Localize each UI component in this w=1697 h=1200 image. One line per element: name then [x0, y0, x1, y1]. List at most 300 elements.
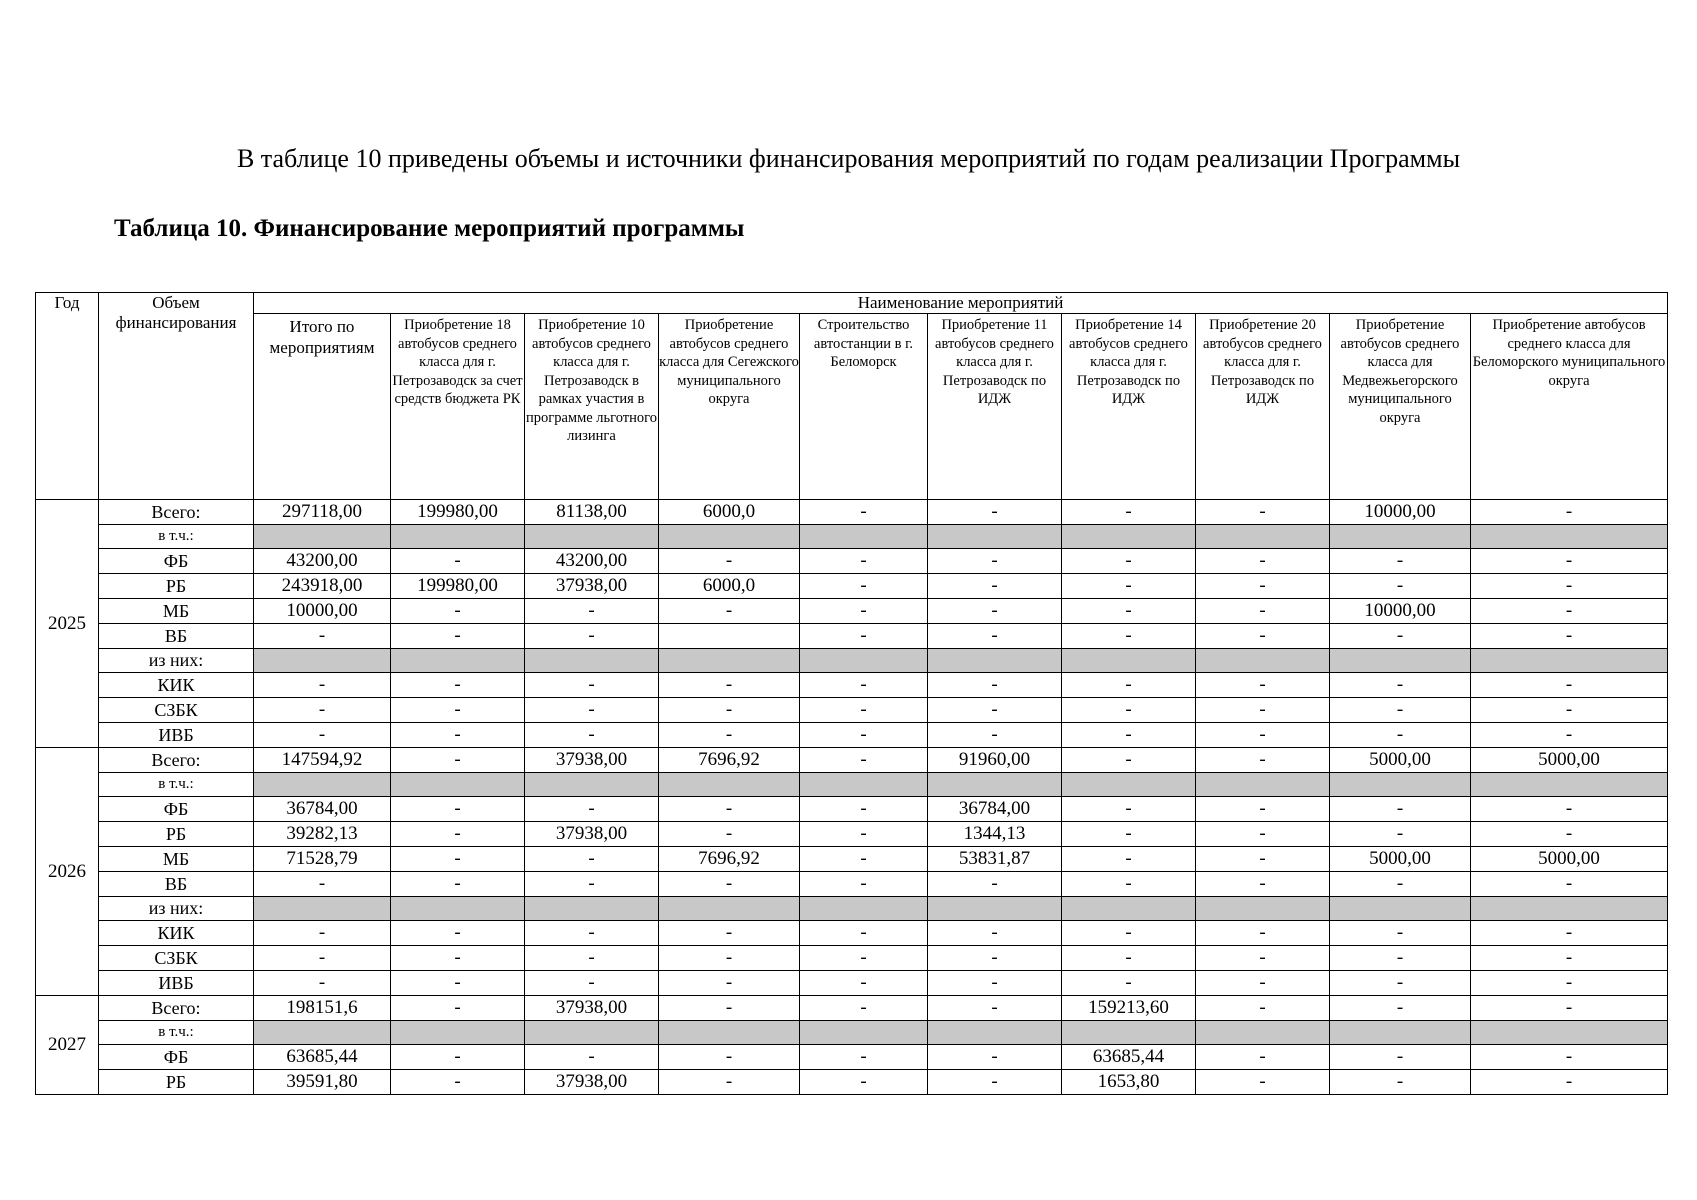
- row-label: Всего:: [99, 748, 254, 773]
- value-cell: -: [391, 549, 525, 574]
- value-cell: -: [1330, 1045, 1471, 1070]
- value-cell: -: [800, 822, 928, 847]
- shaded-cell: [391, 897, 525, 921]
- value-cell: -: [659, 698, 800, 723]
- value-cell: -: [1196, 971, 1330, 996]
- table-row: [36, 748, 1668, 773]
- value-cell: 39591,80: [254, 1070, 391, 1095]
- shaded-cell: [1330, 525, 1471, 549]
- value-cell: -: [659, 1045, 800, 1070]
- shaded-cell: [1196, 897, 1330, 921]
- intro-text: В таблице 10 приведены объемы и источники финансирования мероприятий по годам реализации Программы: [236, 144, 1461, 173]
- value-cell: -: [1471, 698, 1668, 723]
- table-row: [36, 574, 1668, 599]
- value-cell: -: [1196, 797, 1330, 822]
- value-cell: 6000,0: [659, 500, 800, 525]
- shaded-cell: [1330, 773, 1471, 797]
- row-label: из них:: [99, 897, 254, 921]
- value-cell: -: [928, 971, 1062, 996]
- value-cell: -: [800, 1045, 928, 1070]
- value-cell: -: [391, 872, 525, 897]
- value-cell: -: [525, 624, 659, 649]
- row-label: СЗБК: [99, 698, 254, 723]
- row-label: РБ: [99, 822, 254, 847]
- shaded-cell: [1062, 525, 1196, 549]
- value-cell: -: [1330, 723, 1471, 748]
- value-cell: -: [1471, 500, 1668, 525]
- shaded-cell: [525, 897, 659, 921]
- row-label: в т.ч.:: [99, 1021, 254, 1045]
- value-cell: -: [659, 549, 800, 574]
- value-cell: -: [1196, 847, 1330, 872]
- value-cell: -: [525, 872, 659, 897]
- row-label: СЗБК: [99, 946, 254, 971]
- value-cell: -: [1196, 996, 1330, 1021]
- value-cell: -: [391, 723, 525, 748]
- shaded-cell: [254, 1021, 391, 1045]
- table-row: [36, 822, 1668, 847]
- value-cell: -: [928, 996, 1062, 1021]
- value-cell: -: [525, 797, 659, 822]
- value-cell: -: [800, 549, 928, 574]
- header-col7: Приобретение 20 автобусов среднего класса для г. Петрозаводск по ИДЖ: [1196, 314, 1330, 500]
- value-cell: 7696,92: [659, 847, 800, 872]
- table-row: [36, 525, 1668, 549]
- value-cell: -: [525, 698, 659, 723]
- value-cell: -: [1196, 599, 1330, 624]
- row-label: КИК: [99, 921, 254, 946]
- value-cell: -: [1471, 723, 1668, 748]
- row-label: ВБ: [99, 624, 254, 649]
- row-label: ФБ: [99, 549, 254, 574]
- value-cell: -: [928, 1045, 1062, 1070]
- value-cell: -: [391, 946, 525, 971]
- table-row: [36, 649, 1668, 673]
- value-cell: 147594,92: [254, 748, 391, 773]
- value-cell: -: [659, 872, 800, 897]
- value-cell: -: [1196, 946, 1330, 971]
- row-label: ФБ: [99, 1045, 254, 1070]
- row-label: ИВБ: [99, 723, 254, 748]
- value-cell: 1344,13: [928, 822, 1062, 847]
- value-cell: 10000,00: [1330, 500, 1471, 525]
- table-row: [36, 599, 1668, 624]
- value-cell: -: [1196, 822, 1330, 847]
- value-cell: -: [1471, 1070, 1668, 1095]
- value-cell: -: [659, 1070, 800, 1095]
- value-cell: -: [800, 946, 928, 971]
- shaded-cell: [1471, 1021, 1668, 1045]
- header-col6: Приобретение 14 автобусов среднего класса для г. Петрозаводск по ИДЖ: [1062, 314, 1196, 500]
- value-cell: -: [1062, 872, 1196, 897]
- value-cell: -: [1471, 624, 1668, 649]
- table-row: [36, 996, 1668, 1021]
- year-cell: 2025: [36, 500, 99, 748]
- value-cell: [659, 624, 800, 649]
- value-cell: -: [659, 723, 800, 748]
- shaded-cell: [1062, 897, 1196, 921]
- row-label: ФБ: [99, 797, 254, 822]
- table-row: [36, 624, 1668, 649]
- header-year: Год: [36, 293, 99, 500]
- value-cell: -: [391, 599, 525, 624]
- shaded-cell: [659, 773, 800, 797]
- table-row: [36, 549, 1668, 574]
- value-cell: -: [1471, 599, 1668, 624]
- value-cell: 7696,92: [659, 748, 800, 773]
- shaded-cell: [928, 897, 1062, 921]
- value-cell: 36784,00: [254, 797, 391, 822]
- table-row: [36, 698, 1668, 723]
- value-cell: -: [391, 673, 525, 698]
- shaded-cell: [391, 649, 525, 673]
- row-label: в т.ч.:: [99, 773, 254, 797]
- table-row: [36, 773, 1668, 797]
- value-cell: -: [928, 599, 1062, 624]
- value-cell: -: [928, 723, 1062, 748]
- table-row: [36, 921, 1668, 946]
- value-cell: -: [254, 698, 391, 723]
- row-label: КИК: [99, 673, 254, 698]
- value-cell: -: [1196, 673, 1330, 698]
- shaded-cell: [800, 649, 928, 673]
- value-cell: -: [1062, 971, 1196, 996]
- value-cell: -: [800, 1070, 928, 1095]
- shaded-cell: [254, 773, 391, 797]
- table-row: [36, 1021, 1668, 1045]
- value-cell: 71528,79: [254, 847, 391, 872]
- value-cell: 81138,00: [525, 500, 659, 525]
- value-cell: -: [800, 673, 928, 698]
- value-cell: -: [1471, 996, 1668, 1021]
- value-cell: 159213,60: [1062, 996, 1196, 1021]
- shaded-cell: [254, 649, 391, 673]
- value-cell: -: [391, 698, 525, 723]
- shaded-cell: [254, 525, 391, 549]
- value-cell: -: [1062, 624, 1196, 649]
- value-cell: -: [1062, 797, 1196, 822]
- value-cell: -: [391, 847, 525, 872]
- value-cell: -: [928, 921, 1062, 946]
- value-cell: -: [1330, 946, 1471, 971]
- value-cell: -: [928, 946, 1062, 971]
- value-cell: -: [659, 921, 800, 946]
- table-row: [36, 1045, 1668, 1070]
- value-cell: -: [800, 847, 928, 872]
- value-cell: -: [1330, 1070, 1471, 1095]
- value-cell: 1653,80: [1062, 1070, 1196, 1095]
- shaded-cell: [1330, 897, 1471, 921]
- value-cell: -: [800, 599, 928, 624]
- value-cell: 5000,00: [1330, 748, 1471, 773]
- shaded-cell: [1196, 649, 1330, 673]
- value-cell: -: [1196, 872, 1330, 897]
- value-cell: -: [254, 946, 391, 971]
- value-cell: -: [1330, 822, 1471, 847]
- shaded-cell: [1062, 649, 1196, 673]
- shaded-cell: [800, 773, 928, 797]
- table-row: [36, 723, 1668, 748]
- value-cell: -: [391, 1045, 525, 1070]
- value-cell: -: [1471, 971, 1668, 996]
- shaded-cell: [525, 773, 659, 797]
- value-cell: 198151,6: [254, 996, 391, 1021]
- financing-table: [35, 292, 1668, 1095]
- value-cell: -: [800, 971, 928, 996]
- table-body: [36, 500, 1668, 1095]
- value-cell: -: [928, 673, 1062, 698]
- value-cell: -: [1471, 797, 1668, 822]
- shaded-cell: [659, 525, 800, 549]
- table-row: [36, 946, 1668, 971]
- value-cell: -: [1330, 921, 1471, 946]
- value-cell: 5000,00: [1330, 847, 1471, 872]
- header-volume: Объем финансирования: [99, 293, 254, 500]
- header-col9: Приобретение автобусов среднего класса для Беломорского муниципального округа: [1471, 314, 1668, 500]
- value-cell: -: [1062, 673, 1196, 698]
- value-cell: 37938,00: [525, 996, 659, 1021]
- value-cell: -: [1471, 673, 1668, 698]
- shaded-cell: [1062, 773, 1196, 797]
- value-cell: -: [1062, 847, 1196, 872]
- value-cell: 43200,00: [254, 549, 391, 574]
- shaded-cell: [659, 649, 800, 673]
- row-label: из них:: [99, 649, 254, 673]
- value-cell: -: [1062, 549, 1196, 574]
- value-cell: -: [1330, 872, 1471, 897]
- value-cell: -: [1330, 971, 1471, 996]
- value-cell: -: [1471, 574, 1668, 599]
- shaded-cell: [1471, 649, 1668, 673]
- value-cell: -: [659, 971, 800, 996]
- header-total: Итого по мероприятиям: [254, 314, 391, 500]
- shaded-cell: [254, 897, 391, 921]
- value-cell: -: [391, 624, 525, 649]
- value-cell: -: [391, 748, 525, 773]
- value-cell: -: [1330, 797, 1471, 822]
- value-cell: 10000,00: [1330, 599, 1471, 624]
- value-cell: 37938,00: [525, 822, 659, 847]
- value-cell: -: [1062, 500, 1196, 525]
- value-cell: -: [525, 921, 659, 946]
- value-cell: -: [1062, 723, 1196, 748]
- row-label: в т.ч.:: [99, 525, 254, 549]
- value-cell: -: [1196, 698, 1330, 723]
- value-cell: -: [254, 971, 391, 996]
- value-cell: -: [254, 673, 391, 698]
- value-cell: -: [1471, 1045, 1668, 1070]
- value-cell: 36784,00: [928, 797, 1062, 822]
- value-cell: 37938,00: [525, 574, 659, 599]
- value-cell: -: [1330, 549, 1471, 574]
- value-cell: -: [659, 996, 800, 1021]
- value-cell: -: [525, 971, 659, 996]
- table-row: [36, 673, 1668, 698]
- value-cell: -: [800, 624, 928, 649]
- shaded-cell: [1196, 1021, 1330, 1045]
- header-col5: Приобретение 11 автобусов среднего класса для г. Петрозаводск по ИДЖ: [928, 314, 1062, 500]
- value-cell: -: [1471, 946, 1668, 971]
- value-cell: -: [928, 624, 1062, 649]
- value-cell: -: [254, 624, 391, 649]
- value-cell: 10000,00: [254, 599, 391, 624]
- value-cell: -: [928, 549, 1062, 574]
- row-label: РБ: [99, 1070, 254, 1095]
- value-cell: -: [659, 599, 800, 624]
- table-row: [36, 1070, 1668, 1095]
- value-cell: -: [1062, 599, 1196, 624]
- table-caption: Таблица 10. Финансирование мероприятий программы: [114, 215, 745, 242]
- row-label: ИВБ: [99, 971, 254, 996]
- year-cell: 2027: [36, 996, 99, 1095]
- header-col3: Приобретение автобусов среднего класса для Сегежского муниципального округа: [659, 314, 800, 500]
- value-cell: -: [391, 971, 525, 996]
- value-cell: -: [800, 996, 928, 1021]
- shaded-cell: [1471, 773, 1668, 797]
- value-cell: -: [928, 698, 1062, 723]
- table-row: [36, 847, 1668, 872]
- shaded-cell: [928, 525, 1062, 549]
- value-cell: -: [659, 822, 800, 847]
- value-cell: -: [1196, 723, 1330, 748]
- shaded-cell: [928, 773, 1062, 797]
- value-cell: -: [1330, 574, 1471, 599]
- value-cell: -: [391, 797, 525, 822]
- value-cell: -: [1062, 822, 1196, 847]
- shaded-cell: [1196, 773, 1330, 797]
- value-cell: -: [525, 1045, 659, 1070]
- value-cell: -: [1196, 921, 1330, 946]
- header-group: Наименование мероприятий: [254, 293, 1668, 314]
- value-cell: -: [1471, 822, 1668, 847]
- table-row: [36, 971, 1668, 996]
- value-cell: -: [800, 574, 928, 599]
- value-cell: -: [800, 872, 928, 897]
- value-cell: 6000,0: [659, 574, 800, 599]
- value-cell: -: [1196, 549, 1330, 574]
- shaded-cell: [525, 525, 659, 549]
- row-label: Всего:: [99, 996, 254, 1021]
- header-col8: Приобретение автобусов среднего класса для Медвежьегорского муниципального округа: [1330, 314, 1471, 500]
- table-row: [36, 797, 1668, 822]
- value-cell: -: [391, 996, 525, 1021]
- shaded-cell: [391, 525, 525, 549]
- value-cell: -: [1471, 921, 1668, 946]
- value-cell: 199980,00: [391, 574, 525, 599]
- value-cell: -: [1196, 500, 1330, 525]
- shaded-cell: [391, 773, 525, 797]
- value-cell: -: [800, 797, 928, 822]
- value-cell: 37938,00: [525, 1070, 659, 1095]
- value-cell: -: [1062, 698, 1196, 723]
- value-cell: -: [800, 921, 928, 946]
- row-label: МБ: [99, 599, 254, 624]
- value-cell: -: [1330, 624, 1471, 649]
- value-cell: -: [1062, 574, 1196, 599]
- value-cell: -: [525, 673, 659, 698]
- value-cell: -: [1062, 946, 1196, 971]
- value-cell: -: [391, 822, 525, 847]
- value-cell: 5000,00: [1471, 847, 1668, 872]
- value-cell: 297118,00: [254, 500, 391, 525]
- value-cell: -: [1330, 673, 1471, 698]
- value-cell: -: [1330, 996, 1471, 1021]
- shaded-cell: [1196, 525, 1330, 549]
- value-cell: -: [1196, 1045, 1330, 1070]
- value-cell: 5000,00: [1471, 748, 1668, 773]
- shaded-cell: [800, 897, 928, 921]
- value-cell: -: [1196, 748, 1330, 773]
- shaded-cell: [1330, 1021, 1471, 1045]
- value-cell: -: [525, 599, 659, 624]
- shaded-cell: [525, 1021, 659, 1045]
- shaded-cell: [928, 1021, 1062, 1045]
- value-cell: -: [391, 1070, 525, 1095]
- value-cell: -: [800, 723, 928, 748]
- table-row: [36, 500, 1668, 525]
- row-label: Всего:: [99, 500, 254, 525]
- value-cell: -: [391, 921, 525, 946]
- header-col2: Приобретение 10 автобусов среднего класса для г. Петрозаводск в рамках участия в программе льготного лизинга: [525, 314, 659, 500]
- value-cell: -: [525, 723, 659, 748]
- row-label: РБ: [99, 574, 254, 599]
- value-cell: -: [1062, 748, 1196, 773]
- value-cell: -: [254, 921, 391, 946]
- value-cell: -: [659, 797, 800, 822]
- value-cell: -: [1062, 921, 1196, 946]
- header-col1: Приобретение 18 автобусов среднего класса для г. Петрозаводск за счет средств бюджета РК: [391, 314, 525, 500]
- value-cell: -: [254, 872, 391, 897]
- year-cell: 2026: [36, 748, 99, 996]
- shaded-cell: [800, 1021, 928, 1045]
- shaded-cell: [1471, 897, 1668, 921]
- value-cell: 63685,44: [1062, 1045, 1196, 1070]
- shaded-cell: [525, 649, 659, 673]
- shaded-cell: [928, 649, 1062, 673]
- value-cell: -: [1471, 872, 1668, 897]
- value-cell: -: [1330, 698, 1471, 723]
- value-cell: 243918,00: [254, 574, 391, 599]
- value-cell: -: [928, 500, 1062, 525]
- value-cell: -: [928, 1070, 1062, 1095]
- value-cell: 37938,00: [525, 748, 659, 773]
- value-cell: -: [928, 872, 1062, 897]
- shaded-cell: [1471, 525, 1668, 549]
- value-cell: 63685,44: [254, 1045, 391, 1070]
- value-cell: -: [525, 847, 659, 872]
- value-cell: -: [1196, 624, 1330, 649]
- table-row: [36, 897, 1668, 921]
- value-cell: 199980,00: [391, 500, 525, 525]
- row-label: МБ: [99, 847, 254, 872]
- value-cell: 91960,00: [928, 748, 1062, 773]
- value-cell: -: [1196, 1070, 1330, 1095]
- value-cell: -: [928, 574, 1062, 599]
- value-cell: -: [659, 673, 800, 698]
- row-label: ВБ: [99, 872, 254, 897]
- value-cell: -: [1196, 574, 1330, 599]
- shaded-cell: [391, 1021, 525, 1045]
- shaded-cell: [659, 1021, 800, 1045]
- shaded-cell: [659, 897, 800, 921]
- shaded-cell: [1062, 1021, 1196, 1045]
- value-cell: -: [659, 946, 800, 971]
- table-row: [36, 872, 1668, 897]
- value-cell: 43200,00: [525, 549, 659, 574]
- value-cell: -: [525, 946, 659, 971]
- value-cell: -: [1471, 549, 1668, 574]
- shaded-cell: [800, 525, 928, 549]
